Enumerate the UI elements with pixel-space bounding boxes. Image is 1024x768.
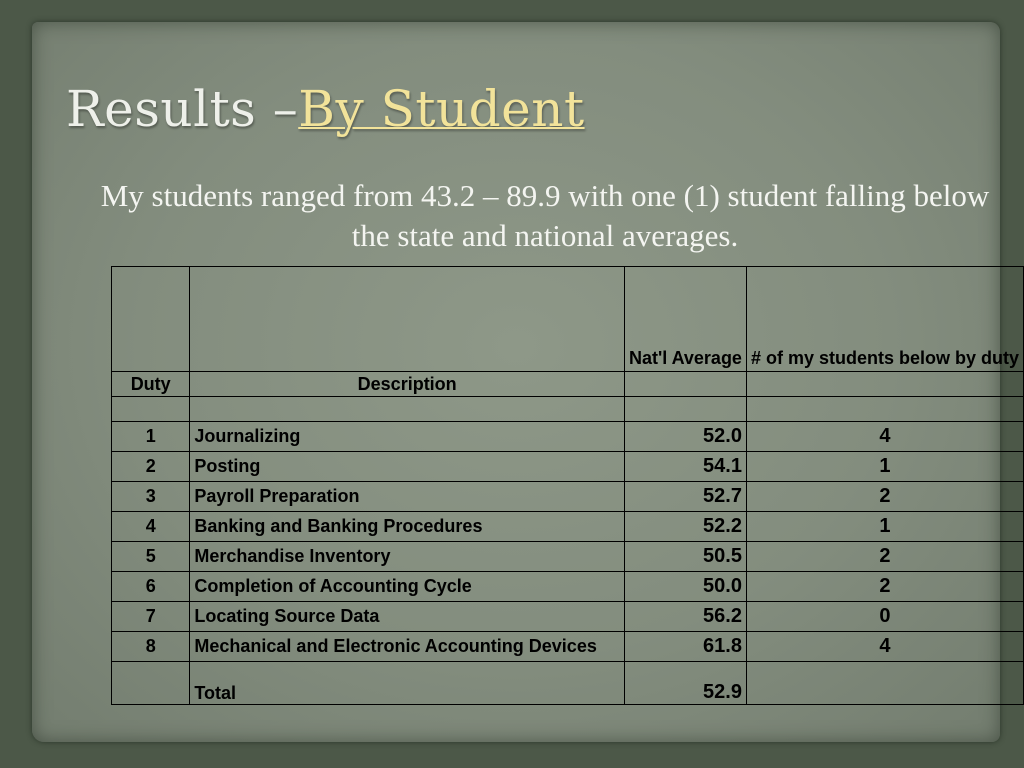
duty-cell: 1 (112, 422, 190, 452)
description-cell: Merchandise Inventory (190, 542, 625, 572)
header-row (112, 267, 1024, 372)
average-cell: 56.2 (624, 602, 746, 632)
duty-cell: 6 (112, 572, 190, 602)
below-count-cell: 1 (746, 452, 1023, 482)
title-accent: By Student (298, 80, 585, 138)
below-count-cell: 2 (746, 482, 1023, 512)
header-cell-empty (190, 267, 625, 372)
duty-cell: 3 (112, 482, 190, 512)
slide-subtitle: My students ranged from 43.2 – 89.9 with one (1) student falling below the state and national averages. (100, 178, 990, 253)
below-count-cell: 4 (746, 632, 1023, 662)
total-cell-empty (746, 662, 1023, 705)
description-cell: Banking and Banking Procedures (190, 512, 625, 542)
results-table (111, 266, 1024, 705)
label-cell-empty (624, 372, 746, 397)
header-natl-average: Nat'l Average (624, 267, 746, 372)
duty-cell: 8 (112, 632, 190, 662)
header-cell-empty (112, 267, 190, 372)
table-row (112, 542, 1024, 572)
duty-cell: 5 (112, 542, 190, 572)
table-row (112, 422, 1024, 452)
description-cell: Payroll Preparation (190, 482, 625, 512)
label-description: Description (190, 372, 625, 397)
table-row (112, 572, 1024, 602)
average-cell: 61.8 (624, 632, 746, 662)
table-row (112, 452, 1024, 482)
blank-row (112, 397, 1024, 422)
average-cell: 52.2 (624, 512, 746, 542)
description-cell: Posting (190, 452, 625, 482)
table-row (112, 602, 1024, 632)
description-cell: Locating Source Data (190, 602, 625, 632)
below-count-cell: 2 (746, 572, 1023, 602)
label-row (112, 372, 1024, 397)
label-cell-empty (746, 372, 1023, 397)
data-rows (112, 422, 1024, 662)
duty-cell: 7 (112, 602, 190, 632)
average-cell: 50.5 (624, 542, 746, 572)
below-count-cell: 0 (746, 602, 1023, 632)
description-cell: Mechanical and Electronic Accounting Devices (190, 632, 625, 662)
duty-cell: 2 (112, 452, 190, 482)
below-count-cell: 4 (746, 422, 1023, 452)
label-duty: Duty (112, 372, 190, 397)
table-row (112, 512, 1024, 542)
average-cell: 50.0 (624, 572, 746, 602)
blank-cell (190, 397, 625, 422)
description-cell: Journalizing (190, 422, 625, 452)
average-cell: 52.7 (624, 482, 746, 512)
blank-cell (624, 397, 746, 422)
total-average: 52.9 (624, 662, 746, 705)
average-cell: 54.1 (624, 452, 746, 482)
total-cell-empty (112, 662, 190, 705)
description-cell: Completion of Accounting Cycle (190, 572, 625, 602)
header-students-below: # of my students below by duty (746, 267, 1023, 372)
title-prefix: Results – (66, 80, 299, 138)
duty-cell: 4 (112, 512, 190, 542)
slide-title (66, 80, 585, 138)
blank-cell (746, 397, 1023, 422)
table-row (112, 632, 1024, 662)
below-count-cell: 2 (746, 542, 1023, 572)
below-count-cell: 1 (746, 512, 1023, 542)
blank-cell (112, 397, 190, 422)
total-label: Total (190, 662, 625, 705)
average-cell: 52.0 (624, 422, 746, 452)
table-row (112, 482, 1024, 512)
total-row (112, 662, 1024, 705)
